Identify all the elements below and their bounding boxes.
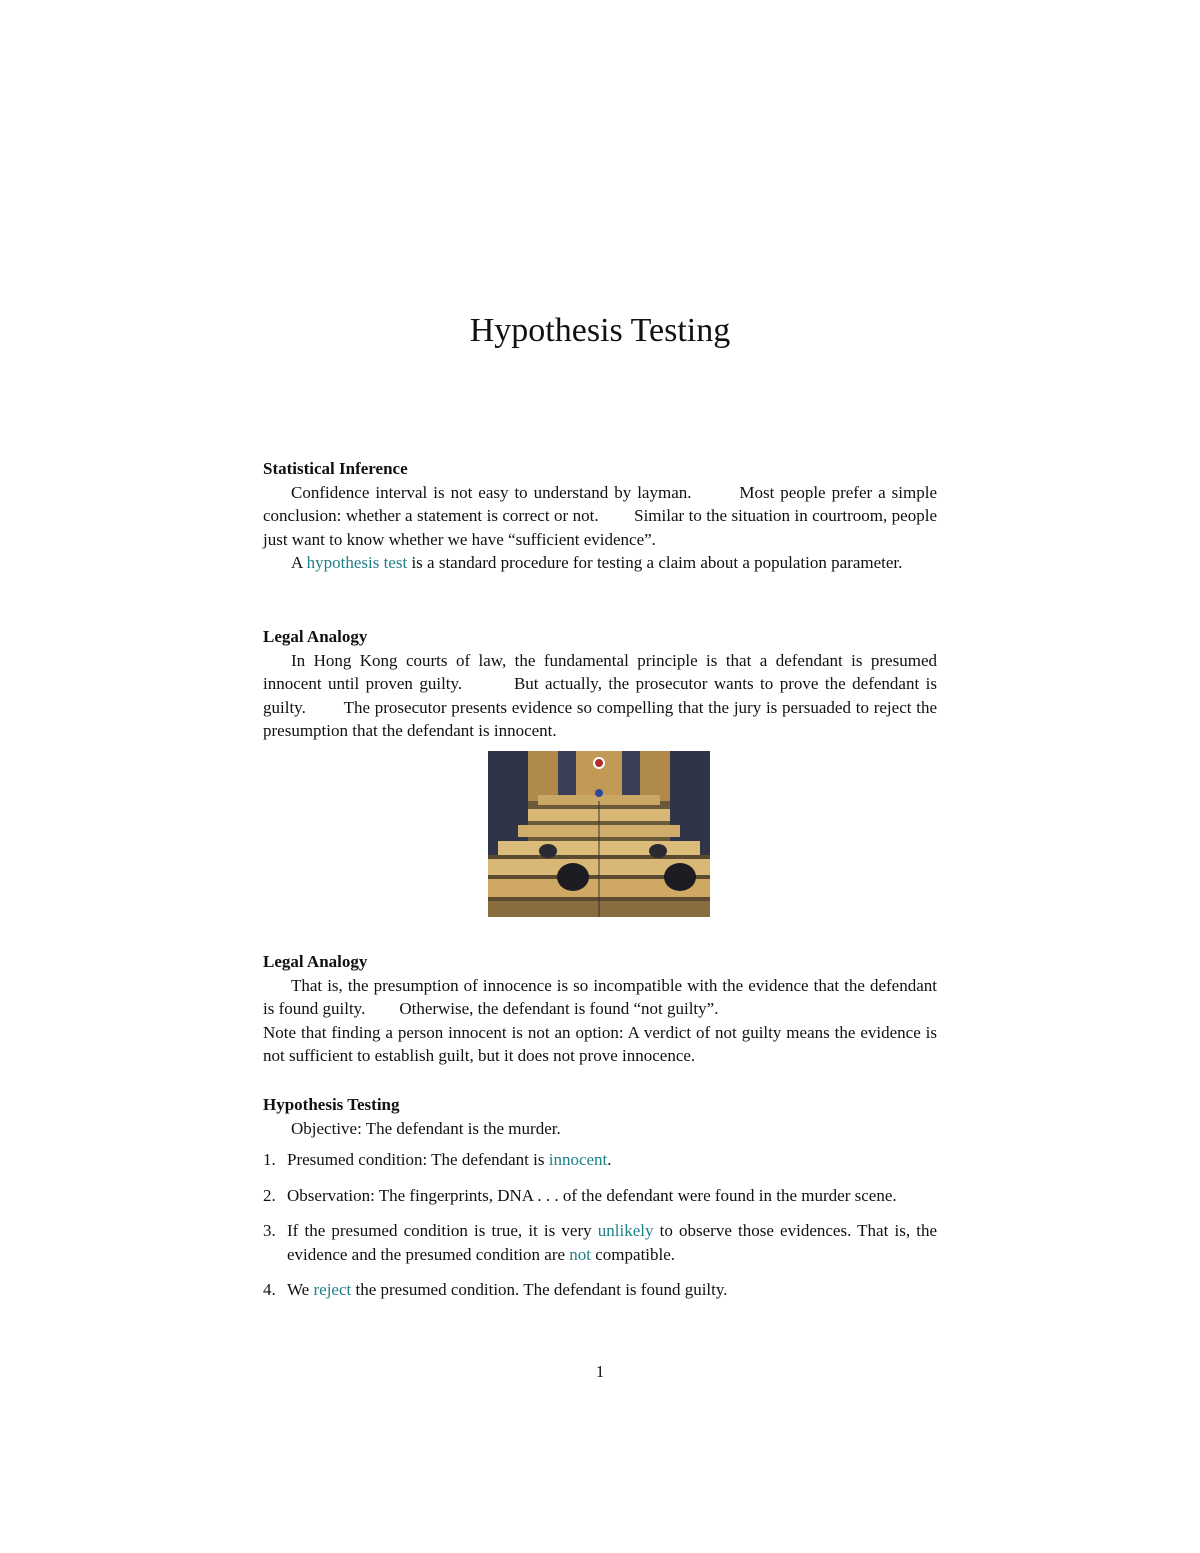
section-heading: Statistical Inference — [263, 459, 408, 478]
paragraph: In Hong Kong courts of law, the fundamental principle is that a defendant is presumed innocent until proven guilty. But actually, the prosecutor wants to prove the defendant is guilty. The prosecutor presents evidence so compelling that the jury is persuaded to reject the presumption that the defendant is innocent. — [263, 650, 942, 740]
section-hypothesis-testing — [263, 1093, 937, 1314]
text-run: We — [287, 1280, 314, 1299]
paragraph: Confidence interval is not easy to understand by layman. Most people prefer a simple conclusion: whether a statement is correct or not. Similar to the situation in courtroom, people just want to know whether we have “sufficient evidence”. — [263, 482, 942, 549]
section-heading: Hypothesis Testing — [263, 1095, 400, 1114]
list-text — [287, 1148, 612, 1172]
paragraph: That is, the presumption of innocence is so incompatible with the evidence that the defendant is found guilty. Otherwise, the defendant is found “not guilty”. — [263, 975, 942, 1018]
list-text: Observation: The fingerprints, DNA . . . of the defendant were found in the murder scene. — [287, 1185, 897, 1205]
highlighted-term: not — [569, 1244, 592, 1264]
paragraph — [263, 551, 937, 575]
highlighted-term: reject — [313, 1280, 352, 1299]
list-number: 4. — [263, 1280, 276, 1299]
list-text — [287, 1219, 937, 1266]
section-heading: Legal Analogy — [263, 952, 368, 971]
list-item — [263, 1184, 937, 1208]
text-run: A — [291, 553, 307, 572]
text-run: compatible. — [591, 1244, 676, 1264]
highlighted-term: innocent — [548, 1150, 608, 1169]
courtroom-photo — [488, 751, 710, 917]
text-run: is a standard procedure for testing a claim about a population parameter. — [407, 553, 903, 572]
objective: Objective: The defendant is the murder. — [291, 1118, 561, 1138]
text-run: Presumed condition: The defendant is — [287, 1150, 549, 1169]
list-text — [287, 1278, 728, 1302]
highlighted-term: unlikely — [597, 1221, 654, 1240]
page-number: 1 — [595, 1362, 605, 1381]
section-legal-analogy-2 — [263, 950, 942, 1068]
list-item — [263, 1278, 937, 1302]
section-statistical-inference — [263, 457, 942, 575]
text-run: to observe those evidences. That is, the evidence and the presumed condition are — [287, 1221, 937, 1264]
text-run: If the presumed condition is true, it is very — [287, 1221, 598, 1240]
list-item — [263, 1219, 937, 1266]
page-title: Hypothesis Testing — [469, 312, 731, 349]
list-number: 2. — [263, 1185, 276, 1205]
paragraph: Note that finding a person innocent is not an option: A verdict of not guilty means the evidence is not sufficient to establish guilt, but it does not prove innocence. — [263, 1022, 937, 1065]
list-number: 3. — [263, 1221, 276, 1240]
list-number: 1. — [263, 1150, 276, 1169]
section-legal-analogy-1 — [263, 625, 942, 743]
list-item — [263, 1148, 937, 1172]
highlighted-term: hypothesis test — [306, 553, 408, 572]
text-run: the presumed condition. The defendant is found guilty. — [351, 1280, 728, 1299]
steps-list — [263, 1148, 937, 1302]
text-run: . — [607, 1150, 612, 1169]
section-heading: Legal Analogy — [263, 627, 368, 646]
